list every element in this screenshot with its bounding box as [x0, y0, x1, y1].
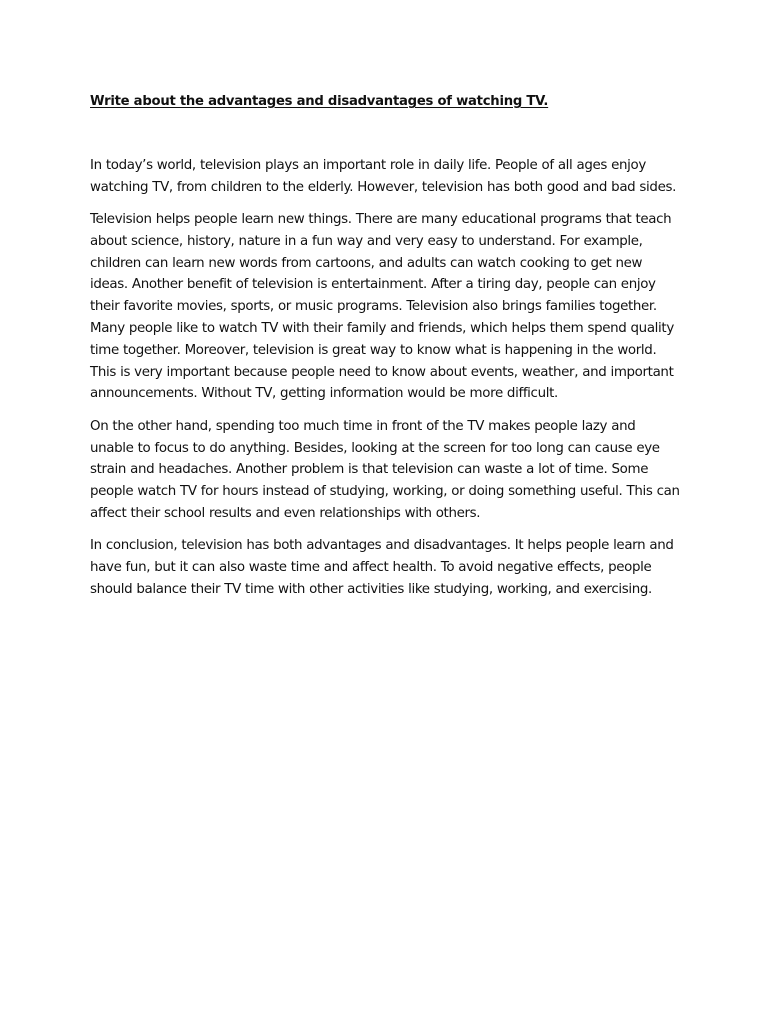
paragraph-introduction: In today’s world, television plays an important role in daily life. People of all ages enjoy watching TV, from children to the elderly. However, television has both good and bad sides. — [90, 158, 676, 195]
essay-title: Write about the advantages and disadvantages of watching TV. — [90, 94, 549, 109]
paragraph-disadvantages: On the other hand, spending too much time in front of the TV makes people lazy and unable to focus to do anything. Besides, looking at the screen for too long can cause eye strain and headaches. Another problem is that television can waste a lot of time. Some people watch TV for hours instead of studying, working, or doing something useful. This can affect their school results and even relationships with others. — [90, 418, 680, 521]
document-body — [90, 90, 682, 611]
paragraph-conclusion: In conclusion, television has both advantages and disadvantages. It helps people learn and have fun, but it can also waste time and affect health. To avoid negative effects, people should balance their TV time with other activities like studying, working, and exercising. — [90, 538, 674, 597]
paragraph-advantages: Television helps people learn new things. There are many educational programs that teach about science, history, nature in a fun way and very easy to understand. For example, children can learn new words from cartoons, and adults can watch cooking to get new ideas. Another benefit of television is entertainment. After a tiring day, people can enjoy their favorite movies, sports, or music programs. Television also brings families together. Many people like to watch TV with their family and friends, which helps them spend quality time together. Moreover, television is great way to know what is happening in the world. This is very important because people need to know about events, weather, and important announcements. Without TV, getting information would be more difficult. — [90, 212, 674, 402]
